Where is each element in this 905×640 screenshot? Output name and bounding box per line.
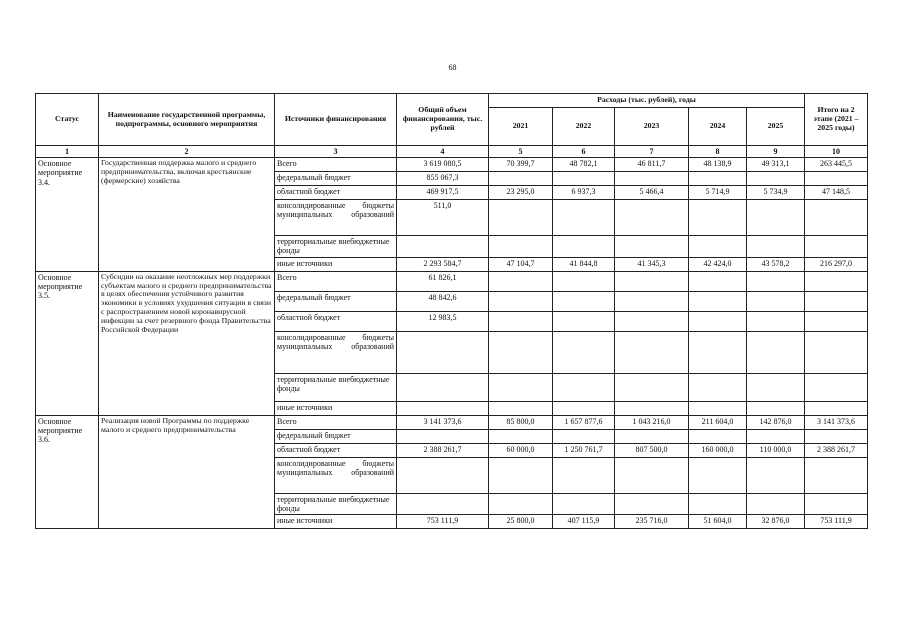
year-value-cell: 110 000,0 (747, 443, 805, 457)
status-cell: Основное мероприятие 3.5. (36, 271, 99, 415)
year-value-cell (489, 311, 553, 331)
total-volume-cell: 2 293 584,7 (397, 257, 489, 271)
year-value-cell: 160 000,0 (689, 443, 747, 457)
year-value-cell (689, 271, 747, 291)
year-value-cell: 6 937,3 (553, 186, 615, 200)
column-number: 10 (805, 146, 868, 158)
year-value-cell (615, 331, 689, 373)
total-volume-cell: 48 842,6 (397, 291, 489, 311)
funding-source-cell: иные источники (275, 401, 397, 415)
year-value-cell (615, 200, 689, 236)
total-volume-cell: 753 111,9 (397, 514, 489, 528)
header-year: 2022 (553, 108, 615, 146)
year-value-cell (553, 291, 615, 311)
year-value-cell (553, 429, 615, 443)
table-row (36, 415, 868, 429)
itogo-cell (805, 271, 868, 291)
year-value-cell: 142 876,0 (747, 415, 805, 429)
year-value-cell (747, 373, 805, 401)
year-value-cell (747, 457, 805, 493)
table-row (36, 271, 868, 291)
funding-source-cell: иные источники (275, 257, 397, 271)
itogo-cell (805, 172, 868, 186)
year-value-cell (689, 429, 747, 443)
itogo-cell (805, 291, 868, 311)
itogo-cell: 216 297,0 (805, 257, 868, 271)
total-volume-cell: 2 388 261,7 (397, 443, 489, 457)
year-value-cell (553, 457, 615, 493)
itogo-cell: 3 141 373,6 (805, 415, 868, 429)
column-number: 3 (275, 146, 397, 158)
year-value-cell: 5 466,4 (615, 186, 689, 200)
year-value-cell: 49 313,1 (747, 158, 805, 172)
itogo-cell (805, 200, 868, 236)
year-value-cell (689, 291, 747, 311)
year-value-cell (747, 429, 805, 443)
funding-source-cell: федеральный бюджет (275, 172, 397, 186)
status-cell: Основное мероприятие 3.6. (36, 415, 99, 528)
year-value-cell: 1 043 216,0 (615, 415, 689, 429)
funding-source-cell: Всего (275, 271, 397, 291)
year-value-cell (489, 236, 553, 257)
year-value-cell: 235 716,0 (615, 514, 689, 528)
total-volume-cell (397, 373, 489, 401)
funding-source-cell: областной бюджет (275, 186, 397, 200)
funding-source-cell: территориальные внебюджетные фонды (275, 373, 397, 401)
year-value-cell (689, 493, 747, 514)
column-number: 5 (489, 146, 553, 158)
column-number: 8 (689, 146, 747, 158)
year-value-cell (553, 271, 615, 291)
year-value-cell (747, 493, 805, 514)
year-value-cell (489, 271, 553, 291)
itogo-cell: 263 445,5 (805, 158, 868, 172)
year-value-cell: 41 345,3 (615, 257, 689, 271)
column-number: 9 (747, 146, 805, 158)
column-number: 4 (397, 146, 489, 158)
header-sources: Источники финансирования (275, 94, 397, 146)
itogo-cell: 753 111,9 (805, 514, 868, 528)
year-value-cell (553, 373, 615, 401)
year-value-cell (689, 331, 747, 373)
funding-source-cell: Всего (275, 415, 397, 429)
itogo-cell (805, 373, 868, 401)
year-value-cell (489, 401, 553, 415)
itogo-cell (805, 401, 868, 415)
header-name: Наименование государственной программы, подпрограммы, основного мероприятия (99, 94, 275, 146)
table-body (36, 158, 868, 529)
funding-source-cell: иные источники (275, 514, 397, 528)
header-year: 2023 (615, 108, 689, 146)
measure-name-cell: Государственная поддержка малого и среднего предпринимательства, включая крестьянские (фермерские) хозяйства (99, 158, 275, 271)
total-volume-cell: 511,0 (397, 200, 489, 236)
itogo-cell: 47 148,5 (805, 186, 868, 200)
year-value-cell: 807 500,0 (615, 443, 689, 457)
year-value-cell (489, 457, 553, 493)
year-value-cell (553, 236, 615, 257)
total-volume-cell: 3 619 080,5 (397, 158, 489, 172)
year-value-cell: 25 800,0 (489, 514, 553, 528)
year-value-cell: 70 399,7 (489, 158, 553, 172)
year-value-cell: 48 138,9 (689, 158, 747, 172)
year-value-cell: 5 734,9 (747, 186, 805, 200)
itogo-cell: 2 388 261,7 (805, 443, 868, 457)
year-value-cell (615, 457, 689, 493)
total-volume-cell (397, 493, 489, 514)
year-value-cell: 51 604,0 (689, 514, 747, 528)
year-value-cell (615, 271, 689, 291)
itogo-cell (805, 236, 868, 257)
year-value-cell (747, 401, 805, 415)
page-number: 68 (448, 63, 457, 72)
year-value-cell (747, 331, 805, 373)
year-value-cell (489, 291, 553, 311)
funding-source-cell: консолидированные бюджеты муниципальных образований (275, 200, 397, 236)
itogo-cell (805, 331, 868, 373)
funding-source-cell: территориальные внебюджетные фонды (275, 493, 397, 514)
funding-source-cell: консолидированные бюджеты муниципальных образований (275, 331, 397, 373)
year-value-cell: 60 000,0 (489, 443, 553, 457)
year-value-cell (615, 291, 689, 311)
year-value-cell (489, 331, 553, 373)
total-volume-cell: 61 826,1 (397, 271, 489, 291)
year-value-cell (615, 373, 689, 401)
header-itogo: Итого на 2 этапе (2021 – 2025 годы) (805, 94, 868, 146)
year-value-cell (747, 172, 805, 186)
year-value-cell (615, 311, 689, 331)
header-year: 2021 (489, 108, 553, 146)
itogo-cell (805, 493, 868, 514)
funding-source-cell: консолидированные бюджеты муниципальных образований (275, 457, 397, 493)
year-value-cell (553, 401, 615, 415)
header-total-volume: Общий объем финансирования, тыс. рублей (397, 94, 489, 146)
year-value-cell (489, 373, 553, 401)
year-value-cell (689, 401, 747, 415)
itogo-cell (805, 429, 868, 443)
funding-source-cell: федеральный бюджет (275, 291, 397, 311)
funding-source-cell: областной бюджет (275, 443, 397, 457)
column-number: 1 (36, 146, 99, 158)
year-value-cell (689, 172, 747, 186)
year-value-cell: 85 800,0 (489, 415, 553, 429)
year-value-cell: 23 295,0 (489, 186, 553, 200)
total-volume-cell: 3 141 373,6 (397, 415, 489, 429)
table-row (36, 158, 868, 172)
year-value-cell: 43 578,2 (747, 257, 805, 271)
year-value-cell (553, 311, 615, 331)
funding-source-cell: территориальные внебюджетные фонды (275, 236, 397, 257)
total-volume-cell: 469 917,5 (397, 186, 489, 200)
year-value-cell (615, 429, 689, 443)
year-value-cell (489, 172, 553, 186)
year-value-cell (489, 493, 553, 514)
year-value-cell (553, 493, 615, 514)
column-number: 2 (99, 146, 275, 158)
itogo-cell (805, 457, 868, 493)
year-value-cell: 41 844,8 (553, 257, 615, 271)
year-value-cell: 48 782,1 (553, 158, 615, 172)
total-volume-cell (397, 457, 489, 493)
total-volume-cell (397, 331, 489, 373)
column-number: 7 (615, 146, 689, 158)
status-cell: Основное мероприятие 3.4. (36, 158, 99, 271)
total-volume-cell: 12 983,5 (397, 311, 489, 331)
measure-name-cell: Реализация новой Программы по поддержке малого и среднего предпринимательства (99, 415, 275, 528)
year-value-cell: 42 424,0 (689, 257, 747, 271)
total-volume-cell (397, 401, 489, 415)
year-value-cell (689, 457, 747, 493)
year-value-cell: 407 115,9 (553, 514, 615, 528)
year-value-cell (747, 200, 805, 236)
total-volume-cell: 855 067,3 (397, 172, 489, 186)
year-value-cell (553, 172, 615, 186)
year-value-cell: 1 250 761,7 (553, 443, 615, 457)
year-value-cell (747, 271, 805, 291)
year-value-cell: 32 876,0 (747, 514, 805, 528)
funding-source-cell: федеральный бюджет (275, 429, 397, 443)
year-value-cell (747, 236, 805, 257)
year-value-cell: 211 604,0 (689, 415, 747, 429)
header-expenses: Расходы (тыс. рублей), годы (489, 94, 805, 108)
year-value-cell (489, 200, 553, 236)
funding-source-cell: Всего (275, 158, 397, 172)
header-year: 2025 (747, 108, 805, 146)
year-value-cell (615, 236, 689, 257)
header-status: Статус (36, 94, 99, 146)
year-value-cell: 47 104,7 (489, 257, 553, 271)
year-value-cell (689, 373, 747, 401)
total-volume-cell (397, 236, 489, 257)
year-value-cell: 1 657 877,6 (553, 415, 615, 429)
year-value-cell: 46 811,7 (615, 158, 689, 172)
budget-table (35, 93, 868, 529)
year-value-cell (553, 200, 615, 236)
year-value-cell (747, 311, 805, 331)
year-value-cell (689, 311, 747, 331)
measure-name-cell: Субсидии на оказание неотложных мер поддержки субъектам малого и среднего предпринимательства в целях обеспечения устойчивого развития экономики в условиях ухудшения ситуации в связи с распространением новой коронавирусной инфекции за счет резервного фонда Правительства Российской Федерации (99, 271, 275, 415)
year-value-cell (489, 429, 553, 443)
itogo-cell (805, 311, 868, 331)
year-value-cell (553, 331, 615, 373)
funding-source-cell: областной бюджет (275, 311, 397, 331)
total-volume-cell (397, 429, 489, 443)
year-value-cell (615, 172, 689, 186)
column-number: 6 (553, 146, 615, 158)
year-value-cell (747, 291, 805, 311)
year-value-cell (689, 236, 747, 257)
year-value-cell: 5 714,9 (689, 186, 747, 200)
year-value-cell (615, 493, 689, 514)
year-value-cell (689, 200, 747, 236)
header-year: 2024 (689, 108, 747, 146)
year-value-cell (615, 401, 689, 415)
